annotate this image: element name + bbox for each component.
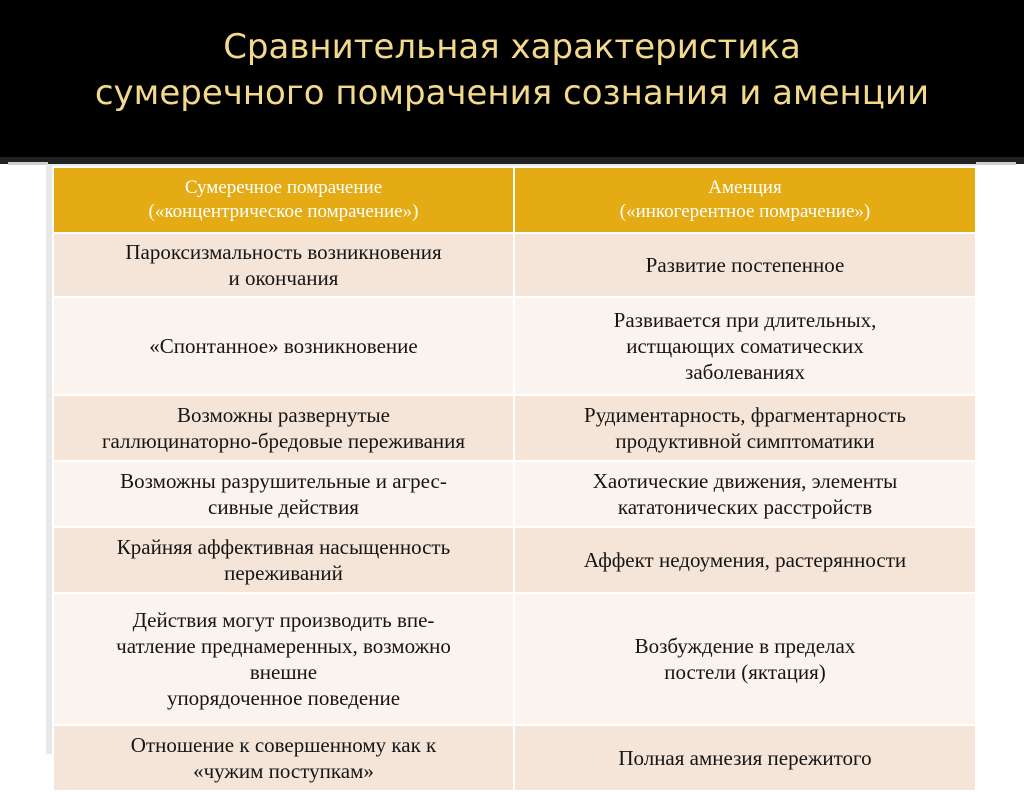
right-rule	[976, 162, 1016, 165]
cell-twilight	[53, 527, 514, 593]
cell-text-line: Развитие постепенное	[645, 253, 845, 277]
cell-text-line: галлюцинаторно-бредовые переживания	[101, 429, 466, 453]
cell-text-line: сивные действия	[208, 495, 359, 519]
cell-amentia	[514, 461, 976, 527]
table-row	[53, 593, 976, 725]
cell-text-line: и окончания	[228, 266, 339, 290]
cell-amentia	[514, 593, 976, 725]
cell-twilight	[53, 725, 514, 791]
cell-text-line: заболеваниях	[685, 360, 805, 384]
table-row	[53, 527, 976, 593]
cell-text-line: Возбуждение в пределах	[634, 634, 856, 658]
header-twilight-line-1: Сумеречное помрачение	[184, 177, 383, 198]
table-row	[53, 233, 976, 297]
cell-text-line: Хаотические движения, элементы	[592, 469, 898, 493]
cell-amentia	[514, 233, 976, 297]
cell-text-line: переживаний	[224, 561, 343, 585]
cell-text-line: «чужим поступкам»	[193, 759, 374, 783]
cell-amentia	[514, 527, 976, 593]
cell-text-line: чатление преднамеренных, возможно	[116, 634, 451, 658]
cell-amentia	[514, 297, 976, 395]
left-rule	[8, 162, 48, 165]
table-row	[53, 461, 976, 527]
cell-text-line: Возможны развернутые	[177, 403, 390, 427]
slide-title-line-2: сумеречного помрачения сознания и аменции	[94, 73, 930, 113]
cell-text-line: продуктивной симптоматики	[615, 429, 875, 453]
header-amentia	[514, 167, 976, 233]
table-header-row	[53, 167, 976, 233]
header-amentia-line-2: («инкогерентное помрачение»)	[619, 201, 871, 222]
cell-twilight	[53, 593, 514, 725]
comparison-table	[52, 166, 977, 792]
header-twilight	[53, 167, 514, 233]
table-row	[53, 725, 976, 791]
cell-amentia	[514, 395, 976, 461]
cell-text-line: Пароксизмальность возникновения	[125, 240, 442, 264]
cell-text-line: упорядоченное поведение	[166, 686, 401, 710]
cell-amentia	[514, 725, 976, 791]
cell-text-line: «Спонтанное» возникновение	[149, 334, 418, 358]
cell-text-line: внешне	[249, 660, 318, 684]
table-row	[53, 297, 976, 395]
cell-text-line: постели (яктация)	[664, 660, 826, 684]
slide-title-line-1: Сравнительная характеристика	[223, 27, 801, 67]
cell-text-line: Рудиментарность, фрагментарность	[584, 403, 906, 427]
header-twilight-line-2: («концентрическое помрачение»)	[148, 201, 419, 222]
cell-twilight	[53, 395, 514, 461]
cell-text-line: кататонических расстройств	[617, 495, 873, 519]
header-amentia-line-1: Аменция	[708, 177, 782, 198]
cell-text-line: истщающих соматических	[626, 334, 864, 358]
cell-twilight	[53, 461, 514, 527]
cell-twilight	[53, 297, 514, 395]
cell-text-line: Крайняя аффективная насыщенность	[116, 535, 451, 559]
slide-title	[0, 24, 1024, 116]
table-row	[53, 395, 976, 461]
cell-text-line: Полная амнезия пережитого	[618, 746, 872, 770]
cell-text-line: Возможны разрушительные и агрес-	[120, 469, 447, 493]
cell-text-line: Аффект недоумения, растерянности	[583, 548, 907, 572]
title-divider	[0, 157, 1024, 164]
cell-text-line: Действия могут производить впе-	[132, 608, 435, 632]
cell-text-line: Отношение к совершенному как к	[130, 733, 437, 757]
cell-twilight	[53, 233, 514, 297]
cell-text-line: Развивается при длительных,	[613, 308, 877, 332]
